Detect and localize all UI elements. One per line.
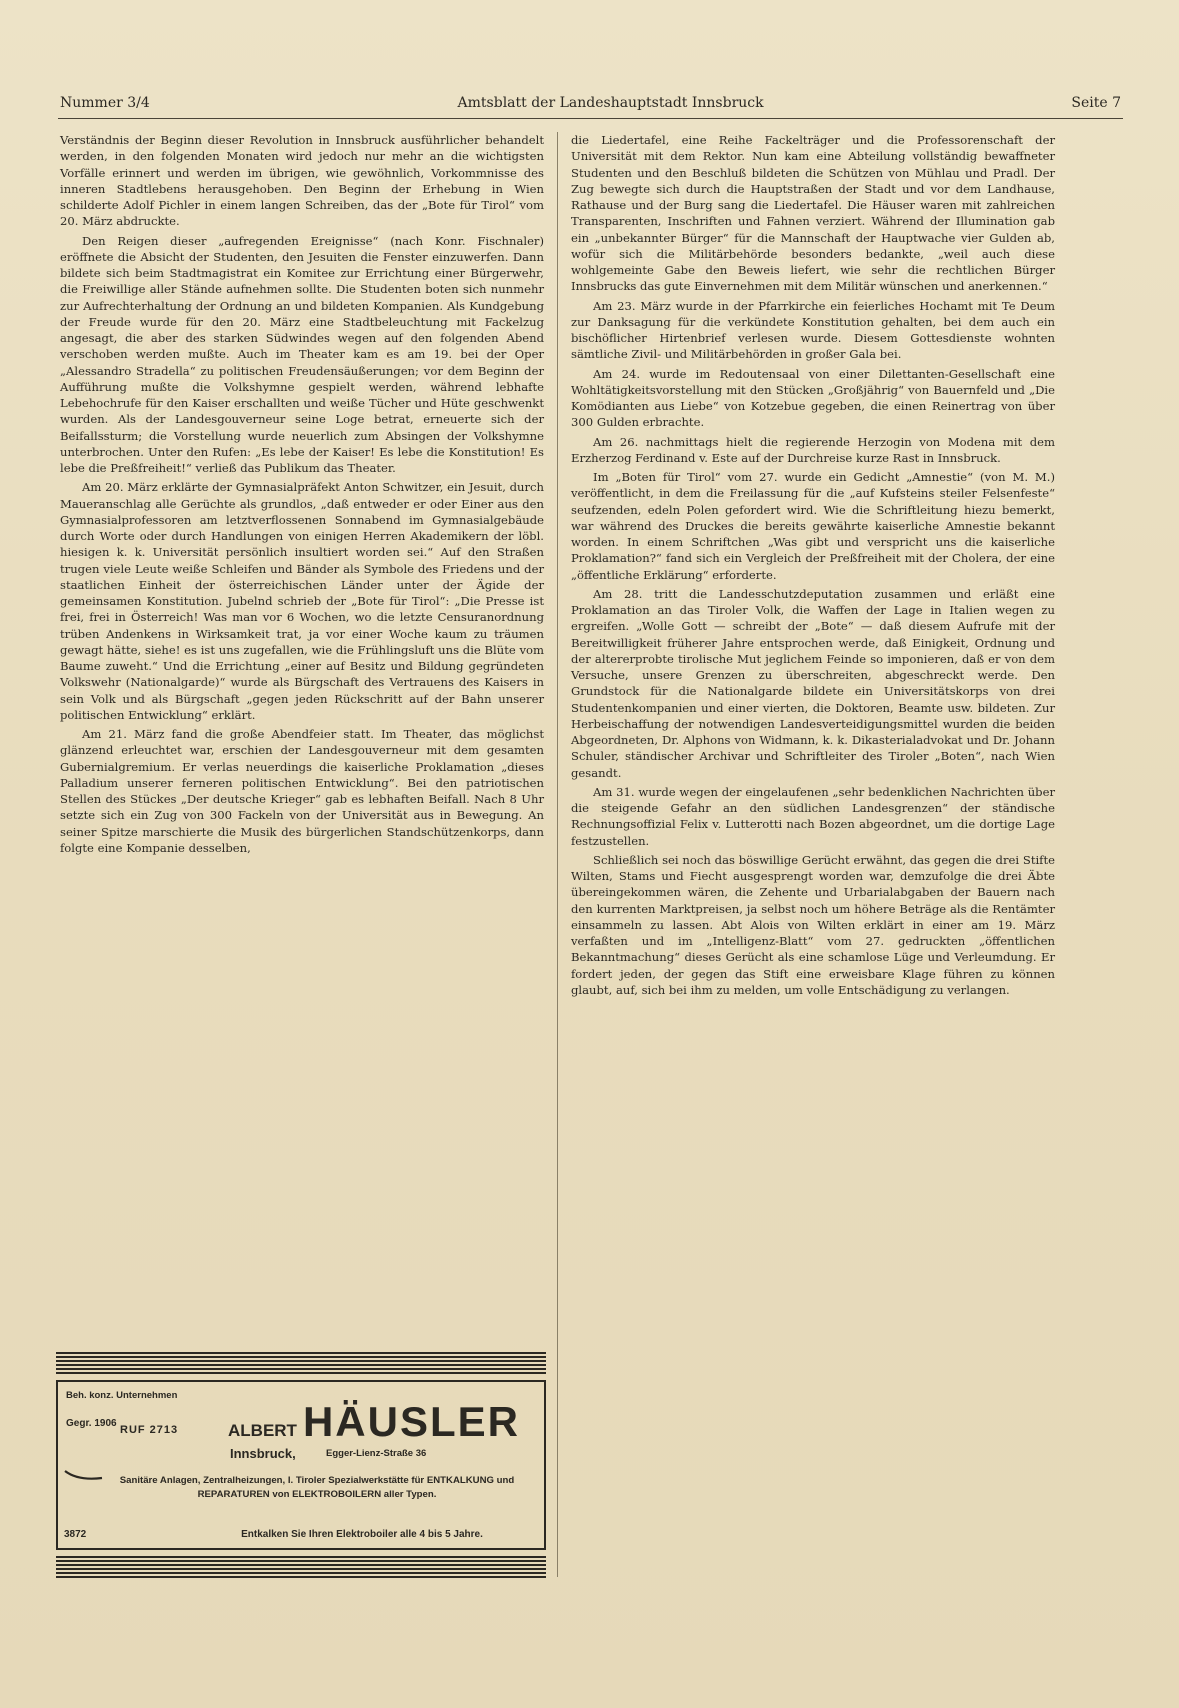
column-divider [557,132,558,1577]
page-header [60,88,1121,118]
article-paragraph: die Liedertafel, eine Reihe Fackelträger und die Professorenschaft der Universität mit dem Rektor. Nun kam eine Abteilung vollständig bewaffneter Studenten und den Beschluß bildeten die Schützen von Mühlau und Pradl. Der Zug bewegte sich durch die Hauptstraßen der Stadt und vor dem Landhause, Rathause und der Burg sang die Liedertafel. Die Häuser waren mit zahlreichen Transparenten, Inschriften und Fahnen verziert. Während der Illumination gab ein „unbekannter Bürger“ für die Mannschaft der Hauptwache vier Gulden ab, wofür sich die Militärbehörde besonders bedankte, „weil auch diese wohlgemeinte Gabe den Beweis liefert, wie sehr die rechtlichen Bürger Innsbrucks das gute Einvernehmen mit dem Militär wünschen und anerkennen.“ [571,133,1055,294]
ad-firm-name [228,1398,520,1445]
ad-city: Innsbruck, [230,1446,296,1461]
article-paragraph: Schließlich sei noch das böswillige Gerücht erwähnt, das gegen die drei Stifte Wilten, Stams und Fiecht ausgesprengt worden war, demzufolge die drei Äbte übereingekommen wären, die Zehente und Urbarialabgaben der Bauern nach den kurrenten Marktpreisen, ja selbst noch um höhere Beträge als die Rentämter einsammeln zu lassen. Abt Alois von Wilten erklärt in einer am 19. März verfaßten und im „Intelligenz-Blatt“ vom 27. gedruckten „öffentlichen Bekanntmachung“ dieses Gerücht als eine schamlose Lüge und Verleumdung. Er fordert jeden, der gegen das Stift eine erweisbare Klage führen zu können glaubt, auf, sich bei ihm zu melden, um volle Entschädigung zu verlangen. [571,852,1055,997]
article-paragraph: Am 23. März wurde in der Pfarrkirche ein feierliches Hochamt mit Te Deum zur Danksagung für die verkündete Konstitution gehalten, bei dem auch ein bischöflicher Hirtenbrief verlesen wurde. Diesem Gottesdienste wohnten sämtliche Zivil- und Militärbehörden in großer Gala bei. [571,298,1055,362]
article-paragraph: Am 26. nachmittags hielt die regierende Herzogin von Modena mit dem Erzherzog Ferdinand v. Este auf der Durchreise kurze Rast in Innsbruck. [571,434,1055,465]
publication-title: Amtsblatt der Landeshauptstadt Innsbruck [457,95,764,111]
article-paragraph: Den Reigen dieser „aufregenden Ereignisse“ (nach Konr. Fischnaler) eröffnete die Absicht der Studenten, den Jesuiten die Fenster einzuwerfen. Dann bildete sich beim Stadtmagistrat ein Komitee zur Errichtung einer Bürgerwehr, die Freiwillige aller Stände aufnehmen sollte. Die Studenten boten sich nunmehr zur Aufrechterhaltung der Ordnung an und bildeten Kompanien. Als Kundgebung der Freude wurde für den 20. März eine Stadtbeleuchtung mit Fackelzug angesagt, die aber des starken Südwindes wegen auf den folgenden Abend verschoben werden mußte. Auch im Theater kam es am 19. bei der Oper „Alessandro Stradella“ zu politischen Freudensäußerungen; vor dem Beginn der Aufführung mußte die Volkshymne gespielt werden, während lebhafte Lebehochrufe für den Kaiser erschallten und weiße Tücher und Hüte geschwenkt wurden. Als der Landesgouverneur seine Loge betrat, erneuerte sich der Beifallssturm; die Vorstellung wurde neuerlich zum Absingen der Volkshymne unterbrochen. Unter den Rufen: „Es lebe der Kaiser! Es lebe die Konstitution! Es lebe die Preßfreiheit!“ verließ das Publikum das Theater. [60,233,544,475]
ad-note: Entkalken Sie Ihren Elektroboiler alle 4 bis 5 Jahre. [241,1529,483,1540]
ad-firm-last: HÄUSLER [302,1398,520,1445]
ad-firm-first: ALBERT [228,1421,297,1440]
article-paragraph: Am 21. März fand die große Abendfeier statt. Im Theater, das möglichst glänzend erleuchtet war, erschien der Landesgouverneur mit dem gesamten Gubernialgremium. Er verlas neuerdings die kaiserliche Proklamation „dieses Palladium unserer ferneren politischen Entwicklung“. Bei den patriotischen Stellen des Stückes „Der deutsche Krieger“ gab es lebhaften Beifall. Nach 8 Uhr setzte sich ein Zug von 300 Fackeln von der Universität aus in Bewegung. An seiner Spitze marschierte die Musik des bürgerlichen Standschützenkorps, dann folgte eine Kompanie desselben, [60,727,544,855]
ad-code: 3872 [64,1529,87,1540]
page-number: Seite 7 [1071,95,1121,111]
ad-license-label: Beh. konz. Unternehmen [66,1390,178,1401]
article-paragraph: Am 20. März erklärte der Gymnasialpräfekt Anton Schwitzer, ein Jesuit, durch Maueranschlag alle Gerüchte als grundlos, „daß entweder er oder Einer aus den Gymnasialprofessoren am letztverflossenen Sonnabend im Gymnasialgebäude durch Worte oder durch Handlungen von einigen Herren Akademikern der löbl. hiesigen k. k. Universität persönlich insultiert worden sei.“ Auf den Straßen trugen viele Leute weiße Schleifen und Bänder als Symbole des Friedens und der staatlichen Einheit der österreichischen Länder unter der Ägide der gemeinsamen Konstitution. Jubelnd schrieb der „Bote für Tirol“: „Die Presse ist frei, frei in Österreich! Was man vor 6 Wochen, wo die letzte Censuranordnung trüben Andenkens in Wirksamkeit trat, ja vor einer Woche kaum zu träumen gewagt hätte, siehe! es ist uns zugefallen, wie die Frühlingsluft uns die Blüte vom Baume zuweht.“ Und die Errichtung „einer auf Besitz und Bildung gegründeten Volkswehr (Nationalgarde)“ wurde als Bürgschaft des Vertrauens des Kaisers in sein Volk und als Bürgschaft „gegen jeden Rückschritt auf der Bahn unserer politischen Entwicklung“ erklärt. [60,480,544,722]
article-paragraph: Im „Boten für Tirol“ vom 27. wurde ein Gedicht „Amnestie“ (von M. M.) veröffentlicht, in dem die Freilassung für die „auf Kufsteins steiler Felsenfeste“ seufzenden, edeln Polen gefordert wird. Wie die Schriftleitung hiezu bemerkt, war während des Druckes die bereits gewährte kaiserliche Amnestie bekannt worden. In einem Schriftchen „Was gibt und verspricht uns die kaiserliche Proklamation?“ fand sich ein Vergleich der Preßfreiheit mit der Cholera, der eine „öffentliche Erklärung“ erforderte. [571,470,1055,582]
left-column [60,132,544,859]
ad-street: Egger-Lienz-Straße 36 [326,1448,427,1459]
ad-phone: RUF 2713 [120,1424,179,1436]
article-paragraph: Am 24. wurde im Redoutensaal von einer Dilettanten-Gesellschaft eine Wohltätigkeitsvorstellung mit den Stücken „Großjährig“ von Bauernfeld und „Die Komödianten aus Liebe“ von Kotzebue gegeben, die einen Reinertrag von über 300 Gulden erbrachte. [571,366,1055,430]
ad-bottom-rules [56,1556,546,1578]
header-rule [58,118,1123,119]
advertisement [56,1352,546,1586]
article-paragraph: Verständnis der Beginn dieser Revolution in Innsbruck ausführlicher behandelt werden, in den folgenden Monaten wird jedoch nur mehr an die wichtigsten Vorfälle erinnert und werden im übrigen, wie gewöhnlich, Vorkommnisse des inneren Stadtlebens herausgehoben. Den Beginn der Erhebung in Wien schilderte Adolf Pichler in einem langen Schreiben, das der „Bote für Tirol“ vom 20. März abdruckte. [60,133,544,229]
issue-number: Nummer 3/4 [60,95,150,111]
ad-description: Sanitäre Anlagen, Zentralheizungen, I. Tiroler Spezialwerkstätte für ENTKALKUNG und REPARATUREN von ELEKTROBOILERN aller Typen. [119,1475,515,1500]
ad-box [56,1380,546,1550]
ad-founded: Gegr. 1906 [66,1418,117,1429]
ad-top-rules [56,1352,546,1374]
article-paragraph: Am 31. wurde wegen der eingelaufenen „sehr bedenklichen Nachrichten über die steigende Gefahr an den südlichen Landesgrenzen“ der ständische Rechnungsoffizial Felix v. Lutterotti nach Bozen abgeordnet, um die dortige Lage festzustellen. [571,784,1055,848]
article-paragraph: Am 28. tritt die Landesschutzdeputation zusammen und erläßt eine Proklamation an das Tiroler Volk, die Waffen der Lage in Italien wegen zu ergreifen. „Wolle Gott — schreibt der „Bote“ — daß diesem Aufrufe mit der Bereitwilligkeit früherer Jahre entsprochen werde, daß Einigkeit, Ordnung und der altererprobte tirolische Mut jeglichem Feinde so imponieren, daß er von dem Versuche, unsere Grenzen zu überschreiten, abgeschreckt werde. Den Grundstock für die Nationalgarde bildete ein Universitätskorps von drei Studentenkompanien und einer vierten, die Doktoren, Beamte usw. bildeten. Zur Herbeischaffung der notwendigen Landesverteidigungsmittel wurden die beiden Abgeordneten, Dr. Alphons von Widmann, k. k. Dikasterialadvokat und Dr. Johann Schuler, ständischer Archivar und Schriftleiter des Tiroler „Boten“, nach Wien gesandt. [571,586,1055,780]
right-column [571,132,1055,1001]
